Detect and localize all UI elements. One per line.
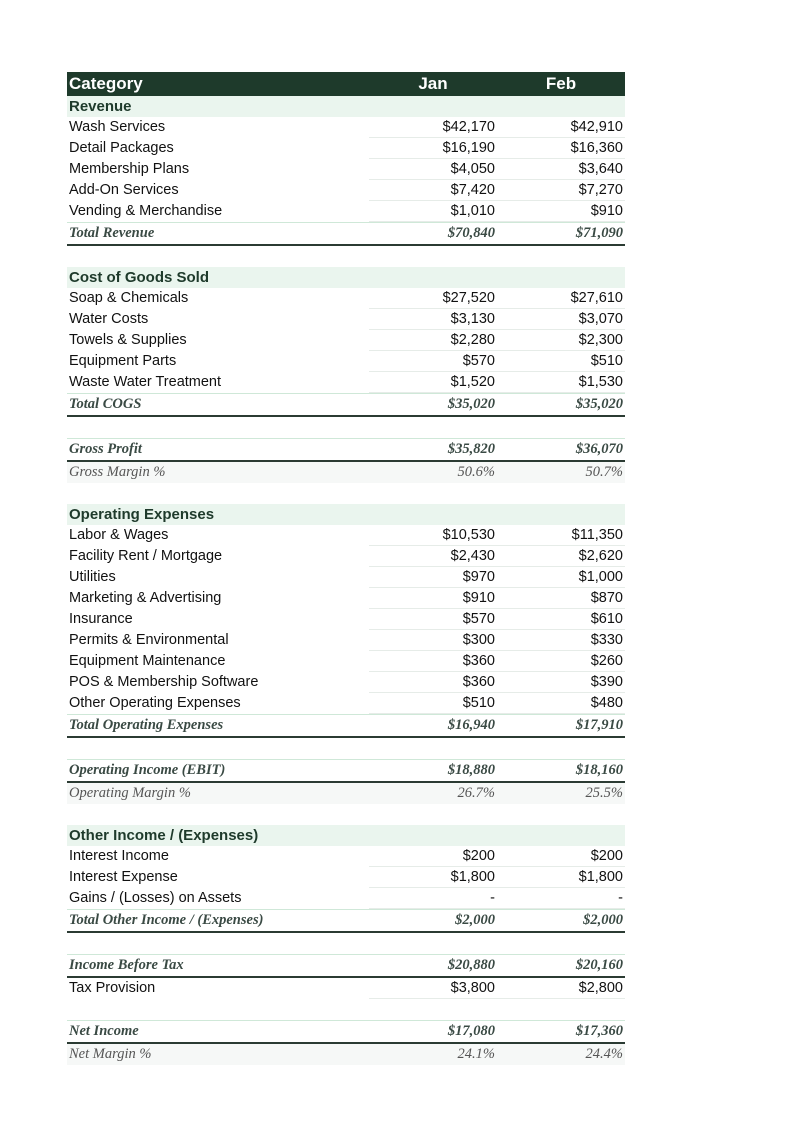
row-label: Interest Income	[69, 848, 169, 864]
table-row	[67, 372, 625, 393]
jan-value: $360	[462, 674, 495, 690]
table-row	[67, 609, 625, 630]
jan-value: $3,800	[450, 980, 495, 996]
feb-value: $3,640	[578, 161, 623, 177]
row-label: Facility Rent / Mortgage	[69, 548, 223, 564]
row-label: Vending & Merchandise	[69, 203, 223, 219]
jan-value: -	[490, 890, 495, 906]
table-row	[67, 867, 625, 888]
table-row	[67, 546, 625, 567]
feb-value: $480	[590, 695, 623, 711]
spacer	[67, 246, 625, 267]
table-row	[67, 846, 625, 867]
jan-value: $16,190	[442, 140, 495, 156]
jan-value: $360	[462, 653, 495, 669]
spacer	[67, 417, 625, 438]
table-row	[67, 201, 625, 222]
table-row	[67, 138, 625, 159]
row-label: Insurance	[69, 611, 133, 627]
total-label: Total COGS	[69, 396, 142, 412]
row-label: Other Operating Expenses	[69, 695, 241, 711]
jan-value: $35,820	[447, 441, 495, 457]
row-label: Equipment Parts	[69, 353, 177, 369]
gross-margin-row	[67, 462, 625, 483]
feb-value: $910	[590, 203, 623, 219]
row-label: Soap & Chemicals	[69, 290, 189, 306]
section-title: Cost of Goods Sold	[69, 269, 209, 286]
section-title: Operating Expenses	[69, 506, 215, 523]
feb-value: $35,020	[575, 396, 623, 412]
feb-value: $16,360	[570, 140, 623, 156]
section-revenue	[67, 96, 625, 117]
jan-value: $1,010	[450, 203, 495, 219]
table-row	[67, 525, 625, 546]
feb-value: $36,070	[575, 441, 623, 457]
jan-value: $1,520	[450, 374, 495, 390]
header-feb: Feb	[545, 74, 577, 93]
feb-value: $1,000	[578, 569, 623, 585]
jan-value: $7,420	[450, 182, 495, 198]
jan-value: 24.1%	[457, 1046, 495, 1062]
feb-value: 24.4%	[585, 1046, 623, 1062]
table-row	[67, 693, 625, 714]
section-operating-expenses	[67, 504, 625, 525]
total-revenue-row	[67, 222, 625, 246]
jan-value: $510	[462, 695, 495, 711]
row-label: Gains / (Losses) on Assets	[69, 890, 242, 906]
feb-value: 50.7%	[585, 464, 623, 480]
metric-label: Operating Margin %	[69, 785, 191, 801]
table-row	[67, 159, 625, 180]
income-before-tax-row	[67, 954, 625, 978]
section-title: Revenue	[69, 98, 132, 115]
net-income-row	[67, 1020, 625, 1044]
table-row	[67, 672, 625, 693]
feb-value: $260	[590, 653, 623, 669]
total-label: Total Operating Expenses	[69, 717, 224, 733]
row-label: Towels & Supplies	[69, 332, 187, 348]
jan-value: $970	[462, 569, 495, 585]
feb-value: -	[618, 890, 623, 906]
table-row	[67, 351, 625, 372]
table-row	[67, 567, 625, 588]
table-row	[67, 588, 625, 609]
row-label: Water Costs	[69, 311, 149, 327]
jan-value: $18,880	[447, 762, 495, 778]
row-label: Interest Expense	[69, 869, 178, 885]
feb-value: $7,270	[578, 182, 623, 198]
jan-value: 26.7%	[457, 785, 495, 801]
feb-value: $610	[590, 611, 623, 627]
row-label: Wash Services	[69, 119, 166, 135]
jan-value: 50.6%	[457, 464, 495, 480]
table-row	[67, 330, 625, 351]
metric-label: Net Margin %	[69, 1046, 152, 1062]
row-label: Add-On Services	[69, 182, 179, 198]
row-label: Membership Plans	[69, 161, 190, 177]
table-row	[67, 309, 625, 330]
jan-value: $570	[462, 611, 495, 627]
spacer	[67, 804, 625, 825]
table-row	[67, 117, 625, 138]
feb-value: $3,070	[578, 311, 623, 327]
operating-margin-row	[67, 783, 625, 804]
jan-value: $2,430	[450, 548, 495, 564]
table-row	[67, 630, 625, 651]
feb-value: $2,000	[583, 912, 623, 928]
row-label: Utilities	[69, 569, 116, 585]
feb-value: $200	[590, 848, 623, 864]
total-label: Total Other Income / (Expenses)	[69, 912, 264, 928]
net-margin-row	[67, 1044, 625, 1065]
row-label: Detail Packages	[69, 140, 174, 156]
row-label: Tax Provision	[69, 980, 156, 996]
feb-value: $510	[590, 353, 623, 369]
feb-value: $1,800	[578, 869, 623, 885]
jan-value: $10,530	[442, 527, 495, 543]
feb-value: $71,090	[575, 225, 623, 241]
section-other-income	[67, 825, 625, 846]
feb-value: $1,530	[578, 374, 623, 390]
feb-value: $11,350	[571, 527, 623, 543]
feb-value: $2,800	[578, 980, 623, 996]
header-jan: Jan	[418, 74, 448, 93]
spacer	[67, 738, 625, 759]
jan-value: $570	[462, 353, 495, 369]
tax-provision-row	[67, 978, 625, 999]
feb-value: $18,160	[575, 762, 623, 778]
jan-value: $4,050	[450, 161, 495, 177]
jan-value: $200	[462, 848, 495, 864]
income-statement-table	[67, 72, 625, 1065]
table-row	[67, 288, 625, 309]
metric-label: Income Before Tax	[69, 957, 184, 973]
metric-label: Net Income	[69, 1023, 139, 1039]
feb-value: $2,300	[578, 332, 623, 348]
operating-income-row	[67, 759, 625, 783]
spacer	[67, 933, 625, 954]
feb-value: $17,360	[575, 1023, 623, 1039]
jan-value: $2,000	[455, 912, 495, 928]
jan-value: $27,520	[442, 290, 495, 306]
total-other-row	[67, 909, 625, 933]
metric-label: Operating Income (EBIT)	[69, 762, 226, 778]
table-row	[67, 888, 625, 909]
feb-value: $17,910	[575, 717, 623, 733]
jan-value: $20,880	[447, 957, 495, 973]
total-opex-row	[67, 714, 625, 738]
row-label: Marketing & Advertising	[69, 590, 222, 606]
gross-profit-row	[67, 438, 625, 462]
feb-value: $390	[590, 674, 623, 690]
feb-value: $42,910	[570, 119, 623, 135]
feb-value: 25.5%	[585, 785, 623, 801]
feb-value: $2,620	[578, 548, 623, 564]
section-cogs	[67, 267, 625, 288]
jan-value: $42,170	[442, 119, 495, 135]
jan-value: $300	[462, 632, 495, 648]
spacer	[67, 999, 625, 1020]
jan-value: $17,080	[447, 1023, 495, 1039]
row-label: Waste Water Treatment	[69, 374, 222, 390]
jan-value: $1,800	[450, 869, 495, 885]
feb-value: $27,610	[570, 290, 623, 306]
row-label: POS & Membership Software	[69, 674, 259, 690]
row-label: Labor & Wages	[69, 527, 169, 543]
feb-value: $870	[590, 590, 623, 606]
total-label: Total Revenue	[69, 225, 155, 241]
feb-value: $20,160	[575, 957, 623, 973]
row-label: Equipment Maintenance	[69, 653, 226, 669]
header-row	[67, 72, 625, 96]
metric-label: Gross Margin %	[69, 464, 166, 480]
table-row	[67, 180, 625, 201]
total-cogs-row	[67, 393, 625, 417]
jan-value: $2,280	[450, 332, 495, 348]
table-row	[67, 651, 625, 672]
spacer	[67, 483, 625, 504]
row-label: Permits & Environmental	[69, 632, 229, 648]
header-category: Category	[69, 74, 143, 93]
jan-value: $910	[462, 590, 495, 606]
metric-label: Gross Profit	[69, 441, 142, 457]
jan-value: $70,840	[447, 225, 495, 241]
jan-value: $3,130	[450, 311, 495, 327]
jan-value: $35,020	[447, 396, 495, 412]
jan-value: $16,940	[447, 717, 495, 733]
section-title: Other Income / (Expenses)	[69, 827, 259, 844]
feb-value: $330	[590, 632, 623, 648]
